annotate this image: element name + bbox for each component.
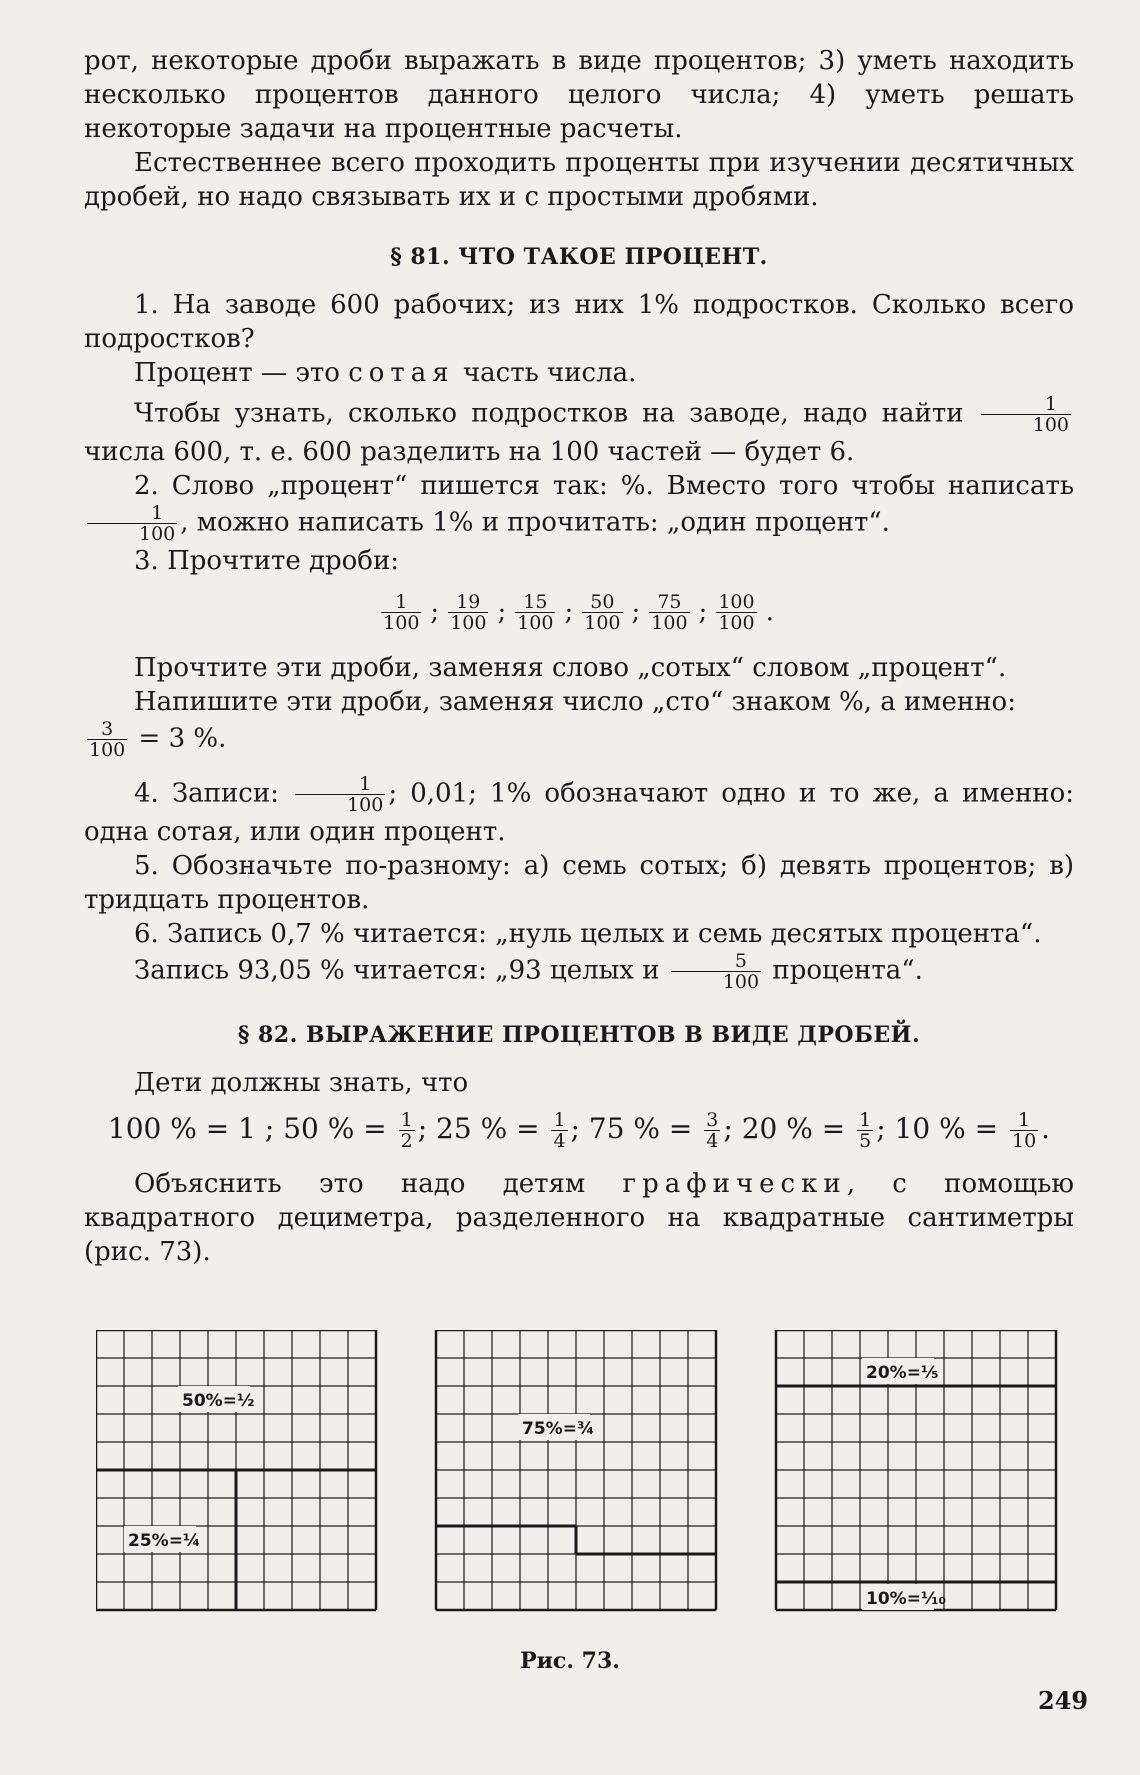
fraction-separator: ; — [497, 596, 507, 627]
intro-paragraph-1: рот, некоторые дроби выражать в виде процентов; 3) уметь находить несколько процентов данного целого числа; 4) уметь решать некоторые задачи на процентные расчеты. — [84, 46, 1074, 144]
fraction-separator: . — [765, 596, 774, 627]
section-81-title: § 81. ЧТО ТАКОЕ ПРОЦЕНТ. — [390, 244, 768, 270]
find-suffix: числа 600, т. е. 600 разделить на 100 частей — будет 6. — [84, 437, 855, 467]
question-4-prefix: 4. Записи: — [134, 778, 279, 809]
question-2-suffix: , можно написать 1% и прочитать: „один процент“. — [180, 507, 890, 538]
question-6b — [84, 951, 1074, 992]
equality-separator: ; — [876, 1112, 895, 1145]
definition-suffix: часть числа. — [462, 358, 637, 388]
fraction: $\frac{50}{100}$ — [584, 591, 621, 634]
question-3: 3. Прочтите дроби: — [134, 546, 400, 576]
fraction: $\frac{1}{10}$ — [1011, 1109, 1037, 1152]
fraction-separator: ; — [698, 596, 708, 627]
grid-label: 20%=⅕ — [866, 1363, 939, 1383]
definition-spaced-word: сотая — [348, 358, 455, 388]
page-body — [84, 44, 1074, 1269]
write-example-result: = 3 %. — [138, 723, 227, 754]
equality-separator: . — [1041, 1112, 1051, 1145]
fraction-list — [84, 592, 1074, 633]
equality-separator: ; — [570, 1112, 589, 1145]
section-82-lead: Дети должны знать, что — [134, 1068, 469, 1098]
page-number: 249 — [1038, 1686, 1089, 1715]
question-6b-suffix: процента“. — [772, 955, 923, 986]
find-prefix: Чтобы узнать, сколько подростков на заводе, надо найти — [134, 398, 964, 429]
question-6b-prefix: Запись 93,05 % читается: „93 целых и — [134, 955, 660, 986]
fraction: $\frac{1}{100}$ — [383, 591, 420, 634]
fraction-one-hundredth: $\frac{1}{100}$ — [295, 774, 385, 815]
grid-label: 25%=¼ — [128, 1531, 201, 1551]
equality-separator: ; — [264, 1112, 284, 1145]
equality-separator: ; — [417, 1112, 437, 1145]
grid-label: 50%=½ — [182, 1391, 255, 1411]
fraction-one-hundredth: $\frac{1}{100}$ — [87, 503, 177, 544]
question-5: 5. Обозначьте по-разному: а) семь сотых; б) девять процентов; в) тридцать процентов. — [84, 851, 1074, 915]
write-task: Напишите эти дроби, заменяя число „сто“ знаком %, а именно: — [134, 687, 1016, 717]
percent-equalities — [84, 1110, 1074, 1151]
section-82-title: § 82. ВЫРАЖЕНИЕ ПРОЦЕНТОВ В ВИДЕ ДРОБЕЙ. — [237, 1022, 921, 1048]
equality-left: 20 % = — [741, 1112, 855, 1145]
equality-left: 25 % = — [436, 1112, 549, 1145]
grid-label: 75%=¾ — [522, 1419, 595, 1439]
fraction: $\frac{75}{100}$ — [651, 591, 688, 634]
write-example — [84, 719, 1074, 760]
grid-20-10-percent — [776, 1330, 1056, 1610]
equality-left: 100 % = 1 — [107, 1112, 265, 1145]
fraction-separator: ; — [564, 596, 574, 627]
fraction: $\frac{100}{100}$ — [718, 591, 755, 634]
question-2-prefix: 2. Слово „процент“ пишется так: %. Вместо того чтобы написать — [134, 471, 1074, 501]
question-6: 6. Запись 0,7 % читается: „нуль целых и семь десятых процента“. — [134, 919, 1042, 949]
equality-left: 10 % = — [894, 1112, 1007, 1145]
definition-prefix: Процент — это — [134, 358, 340, 388]
fraction: $\frac{1}{5}$ — [859, 1109, 872, 1152]
question-2 — [84, 469, 1074, 544]
read-task: Прочтите эти дроби, заменяя слово „сотых“ словом „процент“. — [134, 653, 1007, 683]
question-4 — [84, 774, 1074, 849]
explain-spaced-word: графически — [622, 1169, 847, 1199]
equality-left: 50 % = — [283, 1112, 396, 1145]
equality-separator: ; — [723, 1112, 742, 1145]
explain-prefix: Объяснить это надо детям — [134, 1169, 586, 1199]
fraction-one-hundredth: $\frac{1}{100}$ — [981, 394, 1071, 435]
figure-caption: Рис. 73. — [520, 1648, 620, 1674]
question-1: 1. На заводе 600 рабочих; из них 1% подростков. Сколько всего подростков? — [84, 290, 1074, 354]
fraction-separator: ; — [430, 596, 440, 627]
fraction: $\frac{15}{100}$ — [517, 591, 554, 634]
grid-label: 10%=⅒ — [866, 1589, 947, 1609]
find-paragraph — [84, 394, 1074, 469]
grid-75-percent — [436, 1330, 716, 1610]
fraction: $\frac{1}{4}$ — [553, 1109, 566, 1152]
fraction-three-hundredths: $\frac{3}{100}$ — [89, 718, 126, 761]
explain-paragraph — [84, 1167, 1074, 1269]
fraction: $\frac{3}{4}$ — [706, 1109, 719, 1152]
grid-50-25-percent — [96, 1330, 376, 1610]
figure-73-grids — [96, 1330, 1072, 1620]
fraction-separator: ; — [631, 596, 641, 627]
explain-suffix: , с помощью квадратного дециметра, разделенного на квадратные сантиметры (рис. 73). — [84, 1169, 1075, 1267]
equality-left: 75 % = — [588, 1112, 702, 1145]
percent-definition — [84, 356, 1074, 390]
fraction: $\frac{19}{100}$ — [450, 591, 487, 634]
intro-paragraph-2: Естественнее всего проходить проценты при изучении десятичных дробей, но надо связывать их и с простыми дробями. — [84, 148, 1074, 212]
question-4-suffix: ; 0,01; 1% обозначают одно и то же, а именно: одна сотая, или один процент. — [84, 778, 1074, 847]
fraction: $\frac{1}{2}$ — [400, 1109, 413, 1152]
fraction-five-hundredths: $\frac{5}{100}$ — [671, 951, 761, 992]
